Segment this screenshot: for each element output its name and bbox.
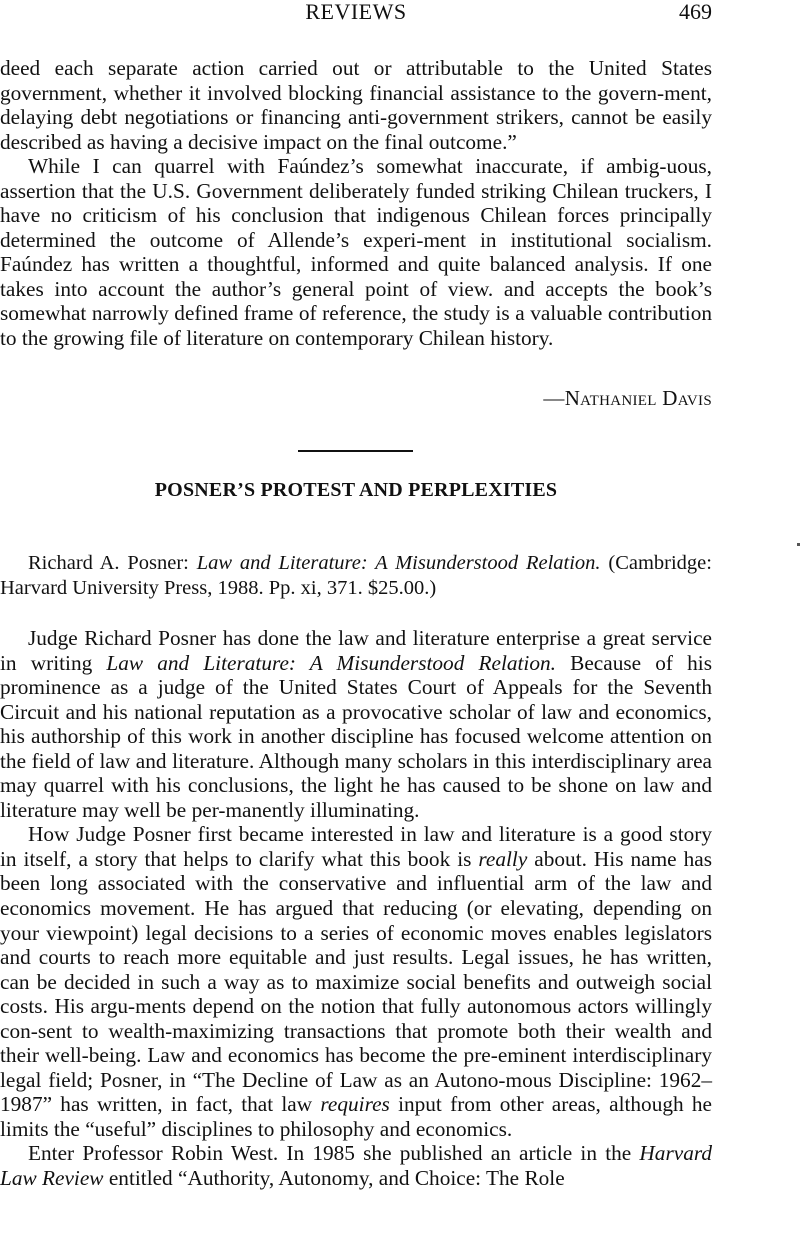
citation-publication: (Cambridge: Harvard University Press, 1988. Pp. xi, 371. $25.00.) [0, 552, 712, 599]
paragraph: While I can quarrel with Faúndez’s somewhat inaccurate, if ambig-uous, assertion that the U.S. Government deliberately funded striking Chilean truckers, I have no criticism of his conclusion that indigenous Chilean forces principally determined the outcome of Allende’s experi-ment in institutional socialism. Faúndez has written a thoughtful, informed and quite balanced analysis. If one takes into account the author’s general point of view. and accepts the book’s somewhat narrowly defined frame of reference, the study is a valuable contribution to the growing file of literature on contemporary Chilean history. [0, 154, 712, 351]
text-run: Judge Richard Posner has done the law and literature enterprise a great service in writing [0, 626, 712, 675]
paragraph: deed each separate action carried out or attributable to the United States government, whether it involved blocking financial assistance to the govern-ment, delaying debt negotiations or financing anti-government strikers, cannot be easily described as having a decisive impact on the final outcome.” [0, 56, 712, 154]
italic-book-title: Law and Literature: A Misunderstood Relation. [106, 650, 556, 675]
article-title: POSNER’S PROTEST AND PERPLEXITIES [154, 479, 558, 501]
italic-emphasis: requires [320, 1092, 390, 1117]
running-head [0, 0, 712, 24]
article-body [0, 626, 712, 1191]
text-run: Because of his prominence as a judge of the United States Court of Appeals for the Seventh Circuit and his national reputation as a provocative scholar of law and economics, his authorship of this work in another discipline has focused welcome attention on the field of law and literature. Although many scholars in this interdisciplinary area may quarrel with his conclusions, the light he has caused to be shone on law and literature may well be per-manently illuminating. [0, 650, 712, 822]
citation-book-title: Law and Literature: A Misunderstood Relation. [196, 552, 601, 574]
italic-emphasis: really [478, 846, 528, 871]
text-run: How Judge Posner first became interested in law and literature is a good story in itself, a story that helps to clarify what this book is [0, 822, 712, 871]
text-run: Enter Professor Robin West. In 1985 she published an article in the [28, 1141, 640, 1166]
previous-review-text [0, 56, 712, 351]
italic-journal-title: Harvard Law Review [0, 1141, 712, 1191]
text-run: input from other areas, although he limits the “useful” disciplines to philosophy and economics. [0, 1092, 713, 1141]
page-number: 469 [679, 0, 712, 24]
citation-author: Richard A. Posner: [28, 552, 197, 574]
running-head-title: REVIEWS [305, 0, 407, 24]
text-run: about. His name has been long associated with the conservative and influential arm of the law and economics movement. He has argued that reducing (or elevating, depending on your viewpoint) legal decisions to a series of economic moves enables legislators and courts to reach more equitable and just results. Legal issues, he has written, can be decided in such a way as to maximize social benefits and outweigh social costs. His argu-ments depend on the notion that fully autonomous actors willingly con-sent to wealth-maximizing transactions that promote both their wealth and their well-being. Law and economics has become the pre-eminent interdisciplinary legal field; Posner, in “The Decline of Law as an Autono-mous Discipline: 1962–1987” has written, in fact, that law [0, 846, 713, 1117]
paragraph [0, 626, 712, 822]
paragraph [0, 1141, 712, 1190]
section-divider [298, 450, 413, 452]
paragraph [0, 822, 712, 1141]
text-run: entitled “Authority, Autonomy, and Choice: The Role [103, 1166, 565, 1191]
reviewer-signature: —Nathaniel Davis [543, 386, 712, 410]
book-citation [0, 551, 712, 600]
